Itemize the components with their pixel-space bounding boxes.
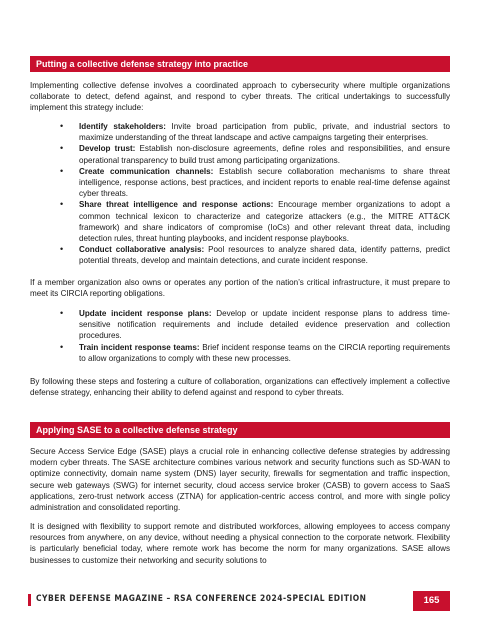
undertakings-list [30,121,450,267]
list-item: • Share threat intelligence and response actions: Encourage member organizations to adopt a common technical lexicon to characterize and categorize attackers (e.g., the MITRE ATT&CK framework) and share indicators of compromise (IoCs) and other relevant threat data, including detection rules, threat hunting playbooks, and incident response playbooks. [30,199,450,244]
intro-paragraph: Implementing collective defense involves a coordinated approach to cybersecurity where multiple organizations collaborate to detect, defend against, and respond to cyber threats. The critical undertakings to successfully implement this strategy include: [30,81,450,113]
circia-paragraph: If a member organization also owns or operates any portion of the nation’s critical infrastructure, it must prepare to meet its CIRCIA reporting obligations. [30,278,450,299]
section-heading: Putting a collective defense strategy into practice [30,56,450,72]
footer-accent-bar [28,594,31,606]
list-item: • Train incident response teams: Brief incident response teams on the CIRCIA reporting requirements to allow organizations to comply with these new processes. [30,342,450,364]
conclusion-paragraph: By following these steps and fostering a culture of collaboration, organizations can effectively implement a collective defense strategy, enhancing their ability to defend against and respond to cyber threats. [30,377,450,398]
list-item: • Develop trust: Establish non-disclosure agreements, define roles and responsibilities, and ensure operational transparency to build trust among participating organizations. [30,143,450,165]
publication-title: CYBER DEFENSE MAGAZINE – RSA CONFERENCE 2024-SPECIAL EDITION [36,593,367,604]
page-number: 165 [413,591,450,611]
list-item: • Create communication channels: Establish secure collaboration mechanisms to share threat intelligence, response actions, best practices, and incident reports to enable real-time defense against cyber threats. [30,166,450,200]
page-footer [28,591,450,611]
list-item: • Update incident response plans: Develop or update incident response plans to address time-sensitive notification requirements and include detailed evidence preservation and collection procedures. [30,308,450,342]
section-heading: Applying SASE to a collective defense strategy [30,422,450,438]
list-item: • Identify stakeholders: Invite broad participation from public, private, and industrial sectors to maximize understanding of the threat landscape and active campaigns targeting their enterprises. [30,121,450,143]
sase-paragraph: Secure Access Service Edge (SASE) plays a crucial role in enhancing collective defense strategies by addressing modern cyber threats. The SASE architecture combines various network and security functions such as SD-WAN to optimize connectivity, domain name system (DNS) layer security, firewalls for segmentation and traffic inspection, secure web gateways (SWG) for internet security, cloud access service broker (CASB) to govern access to SaaS applications, zero-trust network access (ZTNA) for application-centric access control, and more with single policy administration and consolidated reporting. [30,447,450,513]
circia-list [30,308,450,364]
list-item: • Conduct collaborative analysis: Pool resources to analyze shared data, identify patterns, predict potential threats, develop and maintain detections, and curate incident response. [30,244,450,266]
flexibility-paragraph: It is designed with flexibility to support remote and distributed workforces, allowing employees to access company resources from anywhere, on any device, without needing a physical connection to the corporate network. Flexibility is particularly beneficial today, where remote work has become the norm for many organizations. SASE allows businesses to customize their networking and security solutions to [30,522,450,565]
